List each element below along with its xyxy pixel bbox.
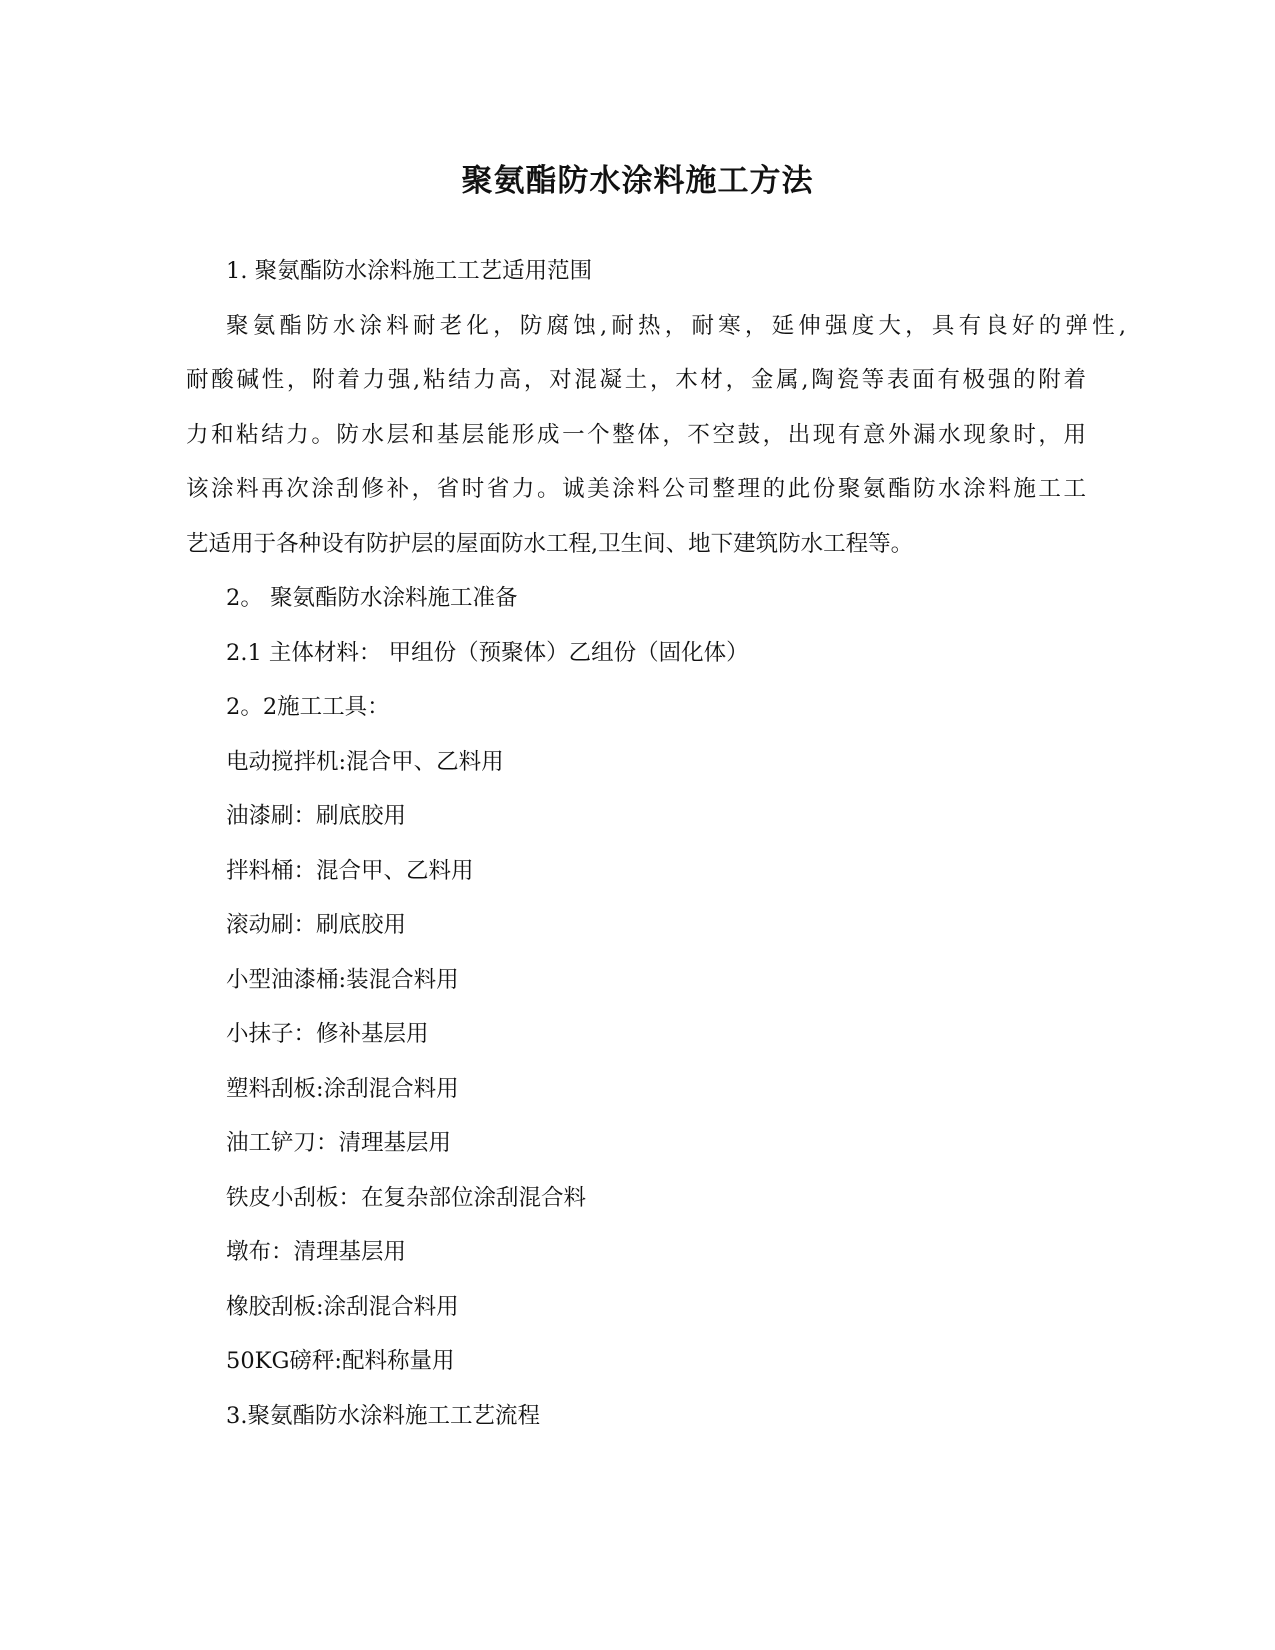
tool-list-item: 50KG磅秤:配料称量用 <box>226 1348 455 1374</box>
tool-list-item: 墩布：清理基层用 <box>226 1239 407 1265</box>
paragraph-line: 耐酸碱性，附着力强,粘结力高，对混凝土，木材，金属,陶瓷等表面有极强的附着 <box>186 367 1086 393</box>
tool-list-item: 油漆刷：刷底胶用 <box>226 803 407 829</box>
section-heading-preparation: 2。 聚氨酯防水涂料施工准备 <box>226 585 518 611</box>
subsection-main-materials: 2.1 主体材料： 甲组份（预聚体）乙组份（固化体） <box>226 639 749 666</box>
section-heading-scope: 1. 聚氨酯防水涂料施工工艺适用范围 <box>226 258 593 284</box>
tool-list-item: 滚动刷：刷底胶用 <box>226 912 407 938</box>
tool-list-item: 橡胶刮板:涂刮混合料用 <box>226 1293 459 1320</box>
paragraph-line: 该涂料再次涂刮修补，省时省力。诚美涂料公司整理的此份聚氨酯防水涂料施工工 <box>186 476 1086 502</box>
tool-list-item: 拌料桶：混合甲、乙料用 <box>226 857 474 884</box>
tool-list-item: 塑料刮板:涂刮混合料用 <box>226 1075 459 1102</box>
paragraph-line: 力和粘结力。防水层和基层能形成一个整体，不空鼓，出现有意外漏水现象时，用 <box>186 421 1086 448</box>
tool-list-item: 小抹子：修补基层用 <box>226 1021 429 1047</box>
section-heading-process: 3.聚氨酯防水涂料施工工艺流程 <box>226 1402 540 1429</box>
document-title: 聚氨酯防水涂料施工方法 <box>461 163 814 199</box>
paragraph-line: 聚氨酯防水涂料耐老化，防腐蚀,耐热，耐寒，延伸强度大，具有良好的弹性, <box>226 312 1126 339</box>
tool-list-item: 小型油漆桶:装混合料用 <box>226 966 459 993</box>
tool-list-item: 铁皮小刮板：在复杂部位涂刮混合料 <box>226 1184 587 1211</box>
tool-list-item: 油工铲刀：清理基层用 <box>226 1130 452 1156</box>
subsection-tools: 2。2施工工具： <box>226 694 390 720</box>
document-body <box>186 244 1126 1443</box>
paragraph-line: 艺适用于各种设有防护层的屋面防水工程,卫生间、地下建筑防水工程等。 <box>186 530 914 557</box>
tool-list-item: 电动搅拌机:混合甲、乙料用 <box>226 748 504 775</box>
